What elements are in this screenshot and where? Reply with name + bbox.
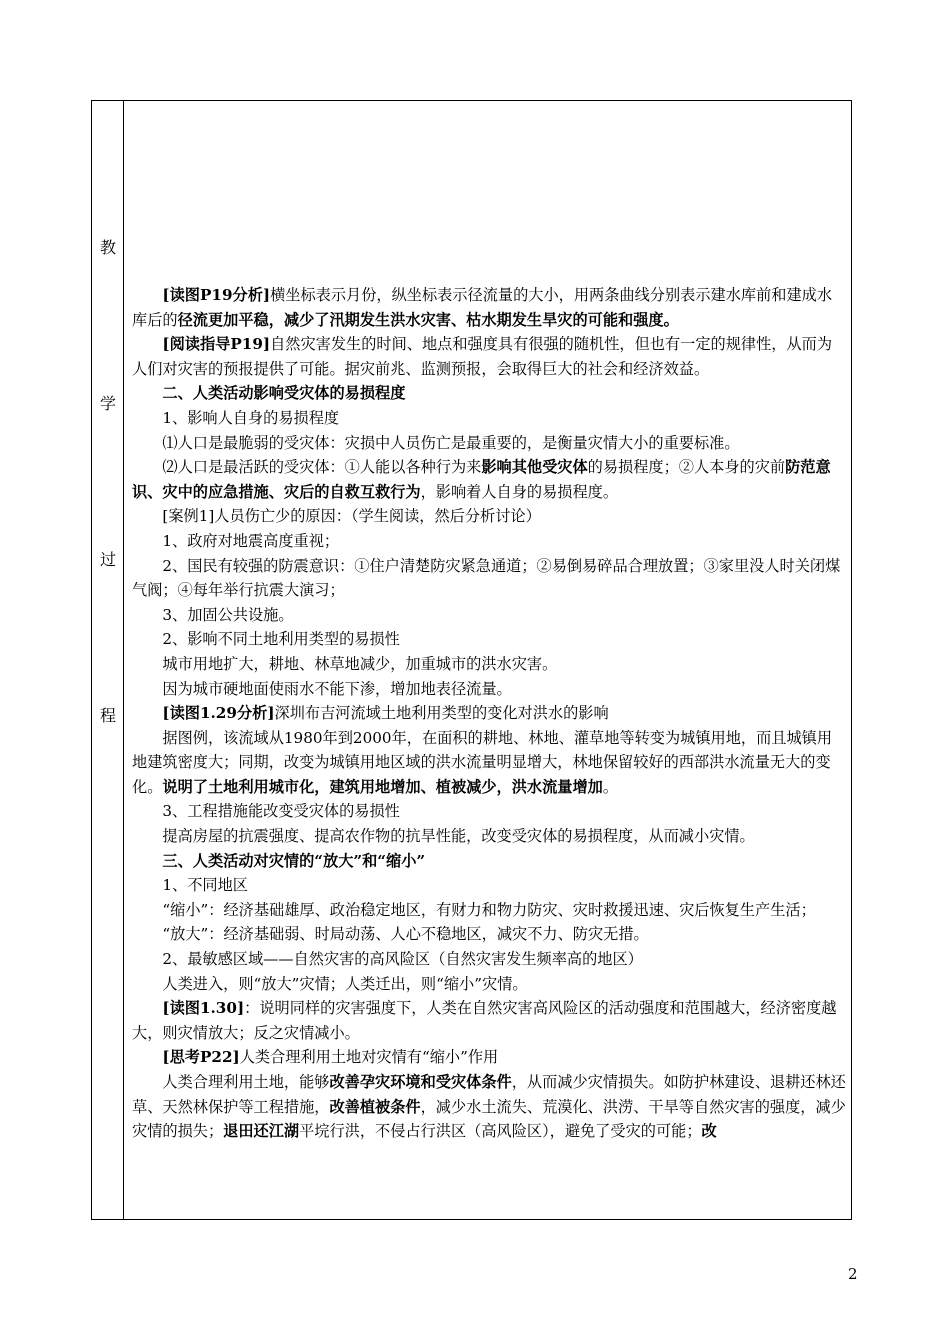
- paragraph: [132, 996, 846, 1045]
- bold-text: 二、人类活动影响受灾体的易损程度: [162, 384, 406, 403]
- paragraph: [132, 431, 846, 456]
- paragraph: [132, 627, 846, 652]
- paragraph: [132, 455, 846, 504]
- paragraph: [132, 283, 846, 332]
- text-run: [案例1]人员伤亡少的原因：（学生阅读，然后分析讨论）: [162, 507, 541, 526]
- text-run: 因为城市硬地面使雨水不能下渗，增加地表径流量。: [162, 679, 512, 698]
- bold-text: 退田还江湖: [223, 1122, 300, 1141]
- text-run: 据图例，该流域从1980年到2000年，在面积的耕地、林地、灌草地等转变为城镇用地，而且城镇用地建筑密度大；同期，改变为城镇用地区域的洪水流量明显增大，林地保留较好的西部洪水流量无大的变化。: [132, 728, 833, 796]
- text-run: 1、政府对地震高度重视；: [162, 531, 340, 550]
- text-run: 3、加固公共设施。: [162, 605, 294, 624]
- bold-text: 改善植被条件: [329, 1097, 421, 1116]
- paragraph: [132, 1070, 846, 1144]
- paragraph: [132, 824, 846, 849]
- side-char: 教: [99, 238, 116, 257]
- paragraph: [132, 332, 846, 381]
- paragraph: [132, 406, 846, 431]
- bold-text: [思考P22]: [162, 1048, 240, 1067]
- bold-text: 三、人类活动对灾情的“放大”和“缩小”: [162, 851, 426, 870]
- bold-text: 径流更加平稳，减少了汛期发生洪水灾害、枯水期发生旱灾的可能和强度。: [177, 310, 679, 329]
- paragraph: [132, 504, 846, 529]
- paragraph: [132, 849, 846, 874]
- paragraph: [132, 726, 846, 800]
- paragraph: [132, 381, 846, 406]
- bold-text: [读图1.30]: [162, 999, 245, 1018]
- text-run: 1、影响人自身的易损程度: [162, 408, 340, 427]
- text-run: ，从而减少灾情损失。如防护林建设、退耕还林还草、天然林保护等工程措施，: [132, 1073, 846, 1116]
- lesson-content: [132, 283, 846, 1144]
- text-run: “缩小”：经济基础雄厚、政治稳定地区，有财力和物力防灾、灾时救援迅速、灾后恢复生产生活；: [162, 900, 816, 919]
- bold-text: [阅读指导P19]: [162, 335, 271, 354]
- text-run: 。: [602, 777, 618, 796]
- text-run: ⑴人口是最脆弱的受灾体：灾损中人员伤亡是最重要的，是衡量灾情大小的重要标准。: [162, 433, 740, 452]
- side-char: 过: [99, 550, 116, 569]
- text-run: 自然灾害发生的时间、地点和强度具有很强的随机性，但也有一定的规律性，从而为人们对灾害的预报提供了可能。据灾前兆、监测预报，会取得巨大的社会和经济效益。: [132, 335, 833, 378]
- paragraph: [132, 554, 846, 603]
- text-run: 3、工程措施能改变受灾体的易损性: [162, 802, 400, 821]
- page-number: 2: [848, 1265, 858, 1283]
- text-run: 提高房屋的抗震强度、提高农作物的抗旱性能，改变受灾体的易损程度，从而减小灾情。: [162, 827, 755, 846]
- text-run: 的易损程度；②人本身的灾前: [587, 458, 786, 477]
- bold-text: 影响其他受灾体: [481, 458, 588, 477]
- text-run: 城市用地扩大，耕地、林草地减少，加重城市的洪水灾害。: [162, 654, 558, 673]
- text-run: ，影响着人自身的易损程度。: [420, 482, 618, 501]
- paragraph: [132, 677, 846, 702]
- paragraph: [132, 652, 846, 677]
- text-run: 1、不同地区: [162, 876, 248, 895]
- bold-text: 说明了土地利用城市化，建筑用地增加、植被减少，洪水流量增加: [162, 777, 603, 796]
- paragraph: [132, 947, 846, 972]
- paragraph: [132, 799, 846, 824]
- text-run: 人类合理利用土地，能够: [162, 1073, 330, 1091]
- bold-text: [读图P19分析]: [162, 286, 271, 304]
- side-char: 程: [99, 706, 116, 725]
- text-run: ：说明同样的灾害强度下，人类在自然灾害高风险区的活动强度和范围越大，经济密度越大，则灾情放大；反之灾情减小。: [132, 999, 837, 1042]
- text-run: 2、影响不同土地利用类型的易损性: [162, 630, 400, 649]
- text-run: “放大”：经济基础弱、时局动荡、人心不稳地区，减灾不力、防灾无措。: [162, 925, 649, 944]
- bold-text: 改善孕灾环境和受灾体条件: [329, 1073, 512, 1091]
- text-run: 2、最敏感区域——自然灾害的高风险区（自然灾害发生频率高的地区）: [162, 950, 643, 969]
- text-run: 横坐标表示月份，纵坐标表示径流量的大小，用两条曲线分别表示建水库前和建成水库后的: [132, 286, 833, 329]
- text-run: 平垸行洪，不侵占行洪区（高风险区），避免了受灾的可能；: [299, 1122, 702, 1141]
- paragraph: [132, 873, 846, 898]
- paragraph: [132, 972, 846, 997]
- text-run: 人类合理利用土地对灾情有“缩小”作用: [239, 1048, 499, 1067]
- text-run: 深圳布吉河流域土地利用类型的变化对洪水的影响: [274, 704, 609, 723]
- bold-text: 防范意识、灾中的应急措施、灾后的自救互救行为: [132, 458, 831, 501]
- bold-text: 改: [701, 1122, 717, 1141]
- text-run: ，减少水土流失、荒漠化、洪涝、干旱等自然灾害的强度，减少灾情的损失；: [132, 1097, 846, 1141]
- side-char: 学: [99, 394, 116, 413]
- paragraph: [132, 922, 846, 947]
- bold-text: [读图1.29分析]: [162, 704, 275, 723]
- text-run: 人类进入，则“放大”灾情；人类迁出，则“缩小”灾情。: [162, 974, 528, 993]
- paragraph: [132, 529, 846, 554]
- paragraph: [132, 898, 846, 923]
- lesson-table: [91, 100, 852, 1220]
- paragraph: [132, 701, 846, 726]
- text-run: 2、国民有较强的防震意识：①住户清楚防灾紧急通道；②易倒易碎品合理放置；③家里没人时关闭煤气阀；④每年举行抗震大演习；: [132, 556, 841, 600]
- side-label-column: [92, 101, 124, 1219]
- paragraph: [132, 603, 846, 628]
- text-run: ⑵人口是最活跃的受灾体：①人能以各种行为来: [162, 458, 482, 477]
- paragraph: [132, 1045, 846, 1070]
